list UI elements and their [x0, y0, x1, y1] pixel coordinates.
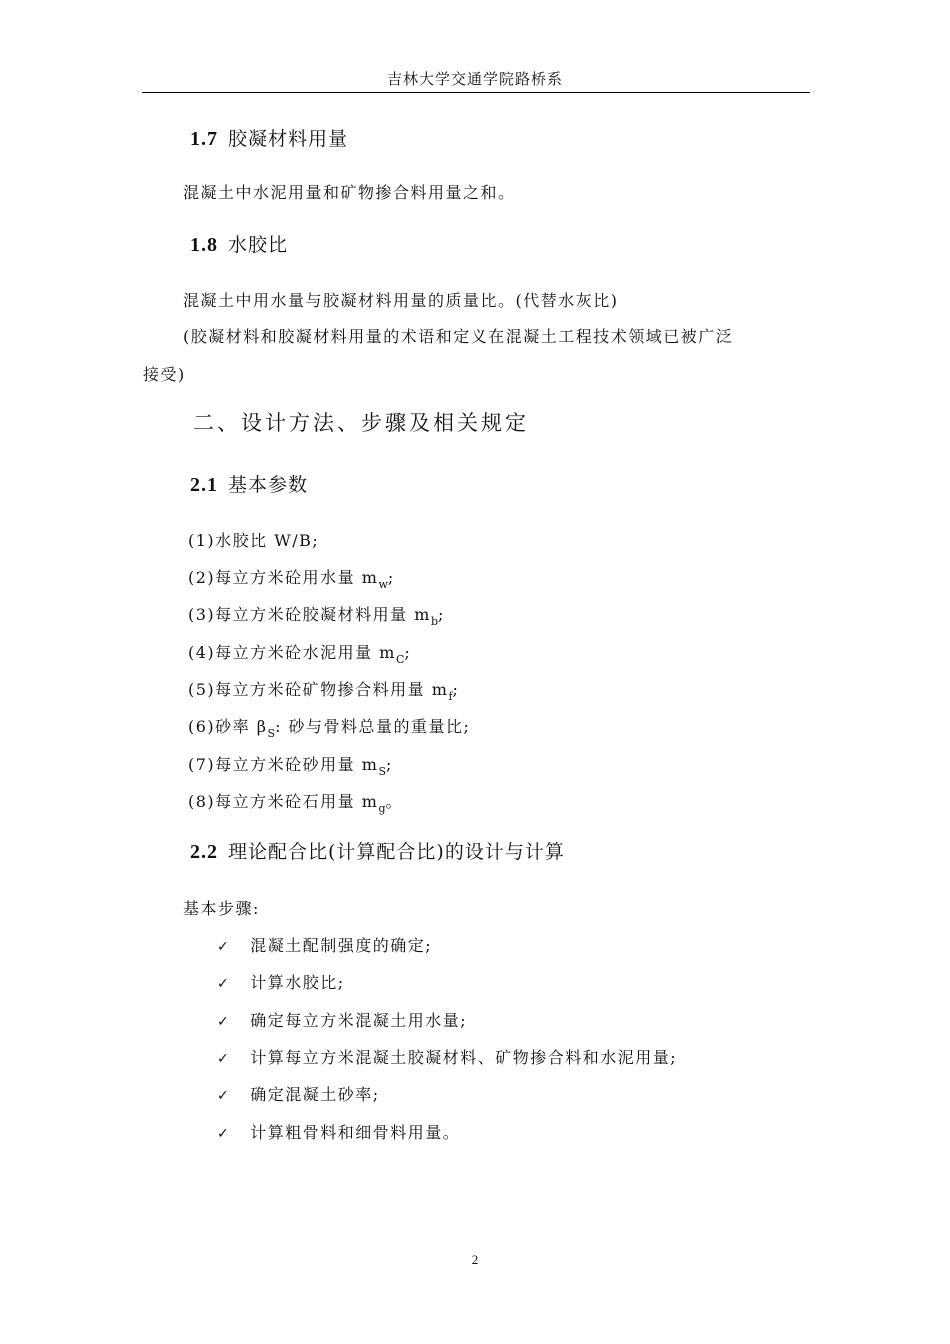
- chapter-heading: 二、设计方法、步骤及相关规定: [193, 411, 529, 435]
- list-item: (2)每立方米砼用水量 $m_w$;: [188, 568, 395, 591]
- checkmark-icon: ✓: [217, 1126, 231, 1142]
- section-number: 1.7: [190, 128, 218, 150]
- section-number: 2.2: [190, 841, 218, 863]
- paragraph: 混凝土中水泥用量和矿物掺合料用量之和。: [183, 183, 516, 202]
- note-line-2: 接受): [143, 365, 186, 384]
- section-title: 水胶比: [228, 234, 289, 256]
- checkmark-icon: ✓: [217, 1051, 231, 1067]
- section-number: 1.8: [190, 234, 218, 256]
- header-divider: [142, 92, 810, 93]
- list-item: (1)水胶比 W/B;: [188, 531, 320, 550]
- section-title: 基本参数: [228, 474, 309, 496]
- step-item: ✓ 混凝土配制强度的确定;: [217, 936, 433, 955]
- section-heading-1-8: [190, 230, 288, 257]
- note-line-1: (胶凝材料和胶凝材料用量的术语和定义在混凝土工程技术领域已被广泛: [183, 327, 734, 346]
- checkmark-icon: ✓: [217, 1014, 231, 1030]
- list-item: (7)每立方米砼砂用量 $m_S$;: [188, 755, 393, 778]
- step-item: ✓ 计算水胶比;: [217, 973, 345, 992]
- paragraph: 混凝土中用水量与胶凝材料用量的质量比。(代替水灰比): [183, 291, 619, 310]
- checkmark-icon: ✓: [217, 1088, 231, 1104]
- checkmark-icon: ✓: [217, 976, 231, 992]
- list-item: (5)每立方米砼矿物掺合料用量 $m_f$;: [188, 680, 460, 703]
- list-item: (4)每立方米砼水泥用量 $m_C$;: [188, 643, 412, 666]
- section-heading-2-1: [190, 470, 308, 497]
- step-item: ✓ 确定每立方米混凝土用水量;: [217, 1011, 468, 1030]
- checkmark-icon: ✓: [217, 939, 231, 955]
- page-number: 2: [471, 1252, 479, 1267]
- header-title: 吉林大学交通学院路桥系: [386, 70, 563, 88]
- step-item: ✓ 计算粗骨料和细骨料用量。: [217, 1123, 461, 1142]
- section-number: 2.1: [190, 474, 218, 496]
- section-heading-1-7: [190, 124, 348, 151]
- step-item: ✓ 确定混凝土砂率;: [217, 1085, 380, 1104]
- list-item: (6)砂率 $\beta_S$: 砂与骨料总量的重量比;: [188, 717, 471, 740]
- section-title: 理论配合比(计算配合比)的设计与计算: [228, 841, 565, 863]
- list-item: (8)每立方米砼石用量 $m_g$。: [188, 792, 403, 815]
- steps-intro: 基本步骤:: [183, 899, 260, 918]
- list-item: (3)每立方米砼胶凝材料用量 $m_b$;: [188, 605, 445, 628]
- section-heading-2-2: [190, 837, 565, 864]
- section-title: 胶凝材料用量: [228, 128, 349, 150]
- step-item: ✓ 计算每立方米混凝土胶凝材料、矿物掺合料和水泥用量;: [217, 1048, 678, 1067]
